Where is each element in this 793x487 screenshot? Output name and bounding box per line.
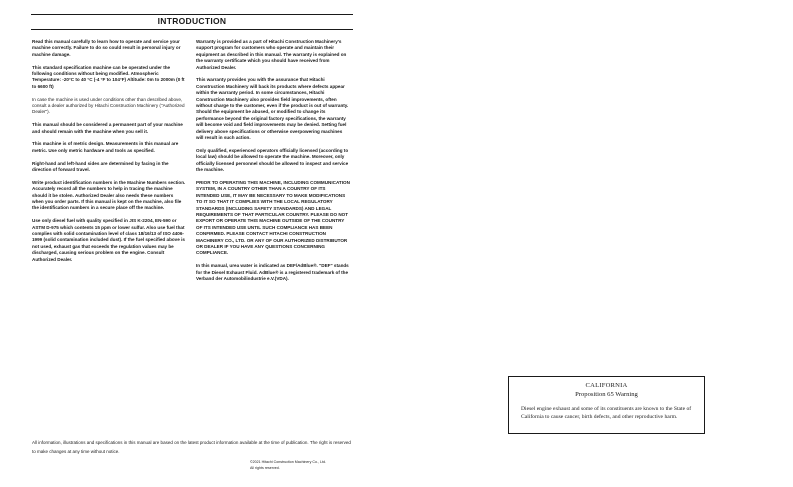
- title-bottom-rule: [31, 29, 353, 30]
- california-title: CALIFORNIA: [585, 382, 628, 389]
- warranty-paragraph: Warranty is provided as a part of Hitachi Construction Machinery's support program for customers who operate and maintain their equipment as described in this manual. The warranty is explained on the warranty certificate which you should have received from Authorized Dealer.: [196, 39, 347, 70]
- rights-reserved-line: All rights reserved.: [250, 466, 280, 470]
- right-column: [196, 39, 350, 289]
- sides-paragraph: Right-hand and left-hand sides are determined by facing in the direction of forward travel.: [32, 160, 169, 173]
- export-compliance-paragraph: PRIOR TO OPERATING THIS MACHINE, INCLUDING COMMUNICATION SYSTEM, IN A COUNTRY OTHER THAN A COUNTRY OF ITS INTENDED USE, IT MAY BE NECESSARY TO MAKE MODIFICATIONS TO IT SO THAT IT COMPLIES WITH THE LOCAL REGULATORY STANDARDS (INCLUDING SAFETY STANDARDS) AND LEGAL REQUIREMENTS OF THAT PARTICULAR COUNTRY. PLEASE DO NOT EXPORT OR OPERATE THIS MACHINE OUTSIDE OF THE COUNTRY OF ITS INTENDED USE UNTIL SUCH COMPLIANCE HAS BEEN CONFIRMED. PLEASE CONTACT HITACHI CONSTRUCTION MACHINERY CO., LTD. OR ANY OF OUR AUTHORIZED DISTRIBUTOR OR DEALER IF YOU HAVE ANY QUESTIONS CONCERNING COMPLIANCE.: [196, 179, 350, 256]
- prop65-subtitle: Proposition 65 Warning: [575, 391, 638, 398]
- def-adblue-paragraph: In this manual, urea water is indicated as DEF/AdBlue®. "DEF" stands for the Diesel Exhaust Fluid. AdBlue® is a registered trademark of the Verband der Automobilindustrie e.V.(VDA).: [196, 263, 349, 281]
- intro-paragraph: Read this manual carefully to learn how to operate and service your machine correctly. Failure to do so could result in personal injury or machine damage.: [32, 39, 181, 57]
- title-top-rule: [31, 14, 353, 15]
- metric-design-paragraph: This machine is of metric design. Measurements in this manual are metric. Use only metric hardware and tools as specified.: [32, 141, 179, 153]
- operating-conditions-paragraph: This standard specification machine can be operated under the following conditions without being modified. Atmospheric Temperature: -20°C to 40 °C (-4 °F to 104°F) Altitude: 0m to 2000m (0 ft to 6600 ft): [32, 64, 185, 89]
- copyright-line: ©2021 Hitachi Construction Machinery Co., Ltd.: [250, 460, 326, 464]
- permanent-part-paragraph: This manual should be considered a permanent part of your machine and should remain with the machine when you sell it.: [32, 122, 183, 134]
- prop65-warning-text: Diesel engine exhaust and some of its constituents are known to the State of California to cause cancer, birth defects, and other reproductive harm.: [521, 406, 692, 420]
- warranty-assurance-paragraph: This warranty provides you with the assurance that Hitachi Construction Machinery will back its products where defects appear within the warranty period. In some circumstances, Hitachi Construction Machinery also provides field improvements, often without charge to the customer, even if the product is out of warranty. Should the equipment be abused, or modified to change its performance beyond the original factory specifications, the warranty will become void and field improvements may be denied. Setting fuel delivery above specifications or otherwise overpowering machines will result in such action.: [196, 77, 349, 141]
- qualified-operators-paragraph: Only qualified, experienced operators officially licensed (according to local law) should be allowed to operate the machine. Moreover, only officially licensed personnel should be allowed to inspect and service the machine.: [196, 147, 349, 173]
- publication-footer: All information, illustrations and specifications in this manual are based on the latest product information available at the time of publication. The right is reserved to make changes at any time without notice.: [32, 440, 351, 454]
- california-prop65-box: [508, 376, 705, 434]
- other-conditions-paragraph: In case the machine is used under conditions other than described above, consult a dealer authorized by Hitachi Construction Machinery ("Authorized Dealer").: [32, 96, 185, 115]
- left-column: [32, 39, 186, 270]
- identification-numbers-paragraph: Write product identification numbers in the Machine Numbers section. Accurately record all the numbers to help in tracing the machine should it be stolen. Authorized Dealer also needs these numbers when you order parts. If this manual is kept on the machine, also file the identification numbers in a secure place off the machine.: [32, 179, 186, 211]
- page-title: INTRODUCTION: [157, 16, 227, 26]
- diesel-fuel-paragraph: Use only diesel fuel with quality specified in JIS K-2204, EN-590 or ASTM D-975 which contents 15 ppm or lower sulfur. Also use fuel that complies with solid contamination level of class 18/16/13 of ISO 4406-1999 (solid contamination included dust). If the fuel specified above is not used, exhaust gas that exceeds the regulation values may be discharged, causing serious problem on the engine. Consult Authorized Dealer.: [32, 218, 185, 262]
- copyright: [250, 459, 350, 471]
